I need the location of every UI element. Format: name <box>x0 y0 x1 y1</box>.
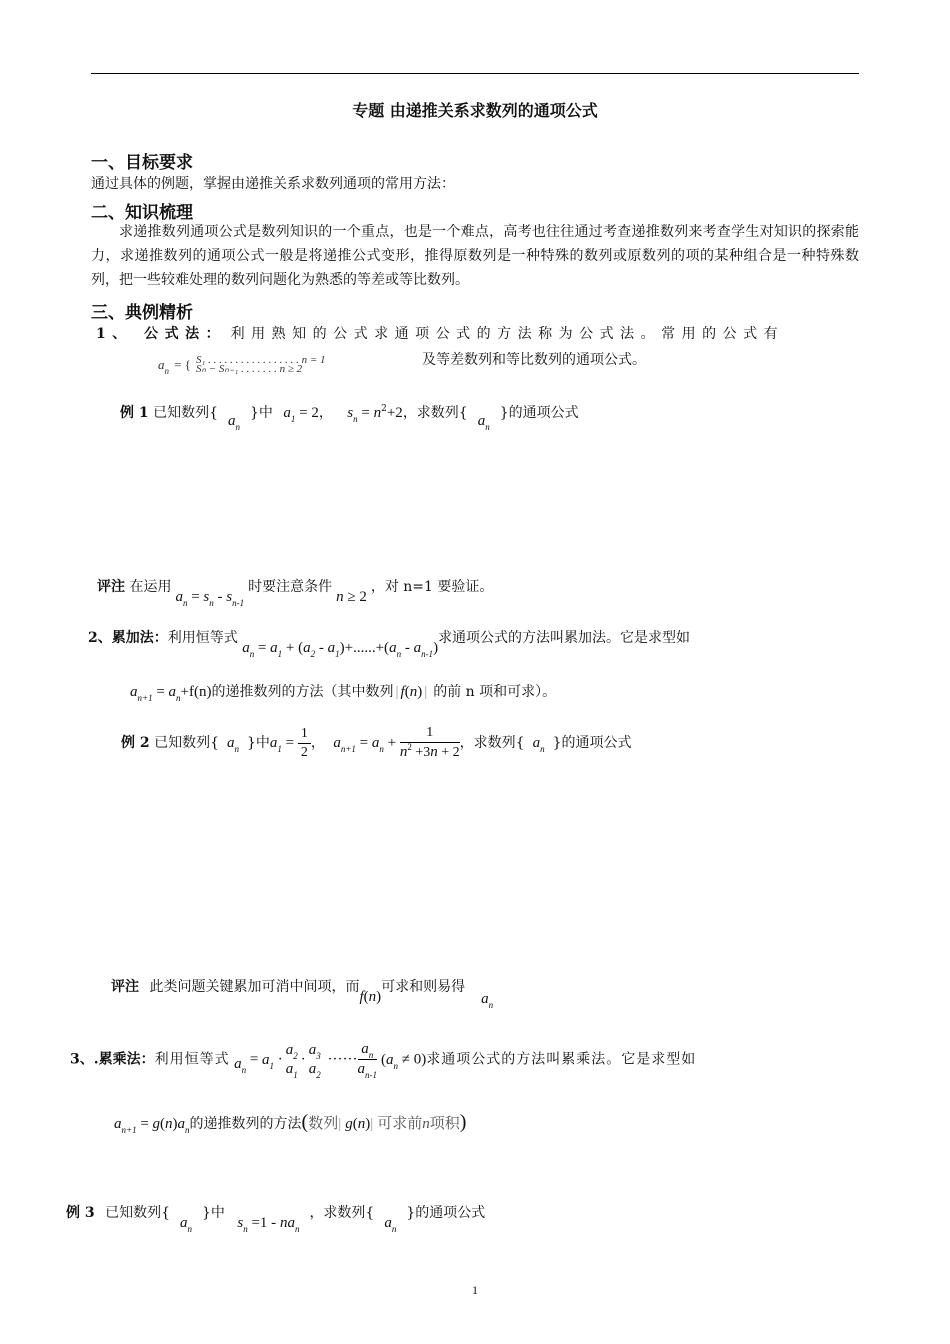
method3-text-4: 数列 <box>308 1114 339 1132</box>
example3-text-3: ，求数列{ <box>309 1205 375 1221</box>
method3-label: 3、.累乘法： <box>70 1051 155 1068</box>
math-an: $a_n$ <box>228 413 240 432</box>
note1-text-3: ，对 n=1 要验证。 <box>370 579 494 595</box>
note1-text-1: 在运用 <box>129 579 172 595</box>
example1-text-4: ，求数列{ <box>402 405 468 421</box>
method2-line-2: $a_{n+1} = a_n+f(n)$的递推数列的方法（其中数列 | f(n) | 的前 n 项和可求）。 <box>130 684 557 703</box>
method3-text-2: 求通项公式的方法叫累乘法。它是求型如 <box>426 1051 697 1068</box>
method3-line-2: $a_{n+1} = g(n)a_n$的递推数列的方法(数列| g(n)| 可求前n项积) <box>114 1111 467 1135</box>
example2-text-3: ， <box>310 735 325 751</box>
method1-label: 1、 公式法： <box>96 326 227 342</box>
example3-line: 例 3 已知数列$\{a_n\}$中 $s_n =1 - na_n$，求数列$\{a_n\}$的通项公式 <box>66 1205 486 1234</box>
section-text-goals: 通过具体的例题，掌握由递推关系求数列通项的常用方法： <box>91 176 455 192</box>
note1-text-2: 时要注意条件 <box>248 579 333 595</box>
method1-formula-bottom: Sₙ − Sₙ₋₁ . . . . . . . n ≥ 2 <box>196 362 303 374</box>
section-text-knowledge: 求递推数列通项公式是数列知识的一个重点，也是一个难点，高考也往往通过考查递推数列来考查学生对知识的探索能力，求递推数列的通项公式一般是将递推公式变形，推得原数列是一种特殊的数列或原数列的项的某种组合是一种特殊数列，把一些较难处理的数列问题化为熟悉的等差或等比数列。 <box>91 224 859 288</box>
note2-label: 评注 <box>111 979 139 995</box>
example2-text-1: 已知数列{ <box>154 735 219 751</box>
method2-line: 2、累加法：利用恒等式 $a_n = a_1 + (a_2 - a_1)+......+(a_n - a_{n-1})$求通项公式的方法叫累加法。它是求型如 <box>88 630 691 659</box>
example1-text-1: 已知数列{ <box>153 405 218 421</box>
method1-formula-top: S₁ . . . . . . . . . . . . . . . . . n = 1 <box>196 355 326 366</box>
example2-text-4: ，求数列{ <box>459 735 525 751</box>
method3-text-3: 的递推数列的方法 <box>189 1116 302 1132</box>
method3-text-1: 利用恒等式 <box>154 1051 230 1068</box>
example1-text-3: ， <box>318 405 333 421</box>
method2-text-3: 的递推数列的方法（其中数列 <box>211 684 394 700</box>
method3-line: 3、.累乘法：利用恒等式 $a_n = a_1$ · $a_2$ $a_1$ · $a_3$ $a_2$ ······ $\frac{a_n}{a_{n-1}}$ $(a_n \ne 0)$求通项公式的方法叫累乘法。它是求型如 <box>70 1041 697 1080</box>
example1-line: 例 1 已知数列{ $a_n$}中 $a_1 = 2$， $s_n = n^2+2$，求数列{ $a_n$}的通项公式 <box>120 404 579 432</box>
example3-text-1: 已知数列{ <box>105 1205 170 1221</box>
example2-text-2: }中 <box>247 735 270 751</box>
example2-text-5: }的通项公式 <box>552 735 632 751</box>
header-rule <box>91 73 859 74</box>
method2-text-4: 的前 n 项和可求）。 <box>433 684 557 700</box>
example2-label: 例 2 <box>121 735 150 751</box>
note2-text-2: 可求和则易得 <box>381 979 466 995</box>
example1-label: 例 1 <box>120 405 149 421</box>
section-heading-knowledge: 二、知识梳理 <box>91 203 193 223</box>
note1-label: 评注 <box>97 579 125 595</box>
example1-text-2: }中 <box>250 405 273 421</box>
method2-text-2: 求通项公式的方法叫累加法。它是求型如 <box>438 630 691 646</box>
method3-text-5: 可求前 <box>377 1114 423 1132</box>
method3-text-6: 项积 <box>429 1114 460 1132</box>
section-heading-goals: 一、目标要求 <box>91 153 193 173</box>
example1-text-5: }的通项公式 <box>499 405 579 421</box>
example3-label: 例 3 <box>66 1205 95 1221</box>
method2-text-1: 利用恒等式 <box>167 630 238 646</box>
method1-after: 及等差数列和等比数列的通项公式。 <box>422 352 646 368</box>
example3-text-4: }的通项公式 <box>406 1205 486 1221</box>
section-heading-examples: 三、典例精析 <box>91 303 193 323</box>
method1-text: 利用熟知的公式求通项公式的方法称为公式法。常用的公式有 <box>230 326 785 342</box>
method1-line <box>96 322 784 346</box>
example3-text-2: }中 <box>202 1205 225 1221</box>
method1-formula: $a_n$ = { S₁ . . . . . . . . . . . . . . . . . n = 1 Sₙ − Sₙ₋₁ . . . . . . . n ≥ 2 <box>158 354 396 374</box>
page-title: 专题 由递推关系求数列的通项公式 <box>352 101 598 120</box>
page-number: 1 <box>472 1283 478 1297</box>
note2-line: 评注 此类问题关键累加可消中间项，而f(n)可求和则易得$a_n$ <box>111 979 494 1010</box>
example2-line: 例 2 已知数列{ $a_n$ }中$a_1$ = $\frac{1}{2}$ ， $a_{n+1} = a_n$ + $\frac{1}{n^2 +3n + 2}$ ，求数列{ $a_n$ }的通项公式 <box>121 725 632 760</box>
method2-label: 2、累加法： <box>88 630 168 646</box>
note1-line: 评注 在运用$a_n = s_n - s_{n-1}$时要注意条件n ≥ 2，对 n=1 要验证。 <box>97 579 494 608</box>
note2-text-1: 此类问题关键累加可消中间项，而 <box>149 979 360 995</box>
